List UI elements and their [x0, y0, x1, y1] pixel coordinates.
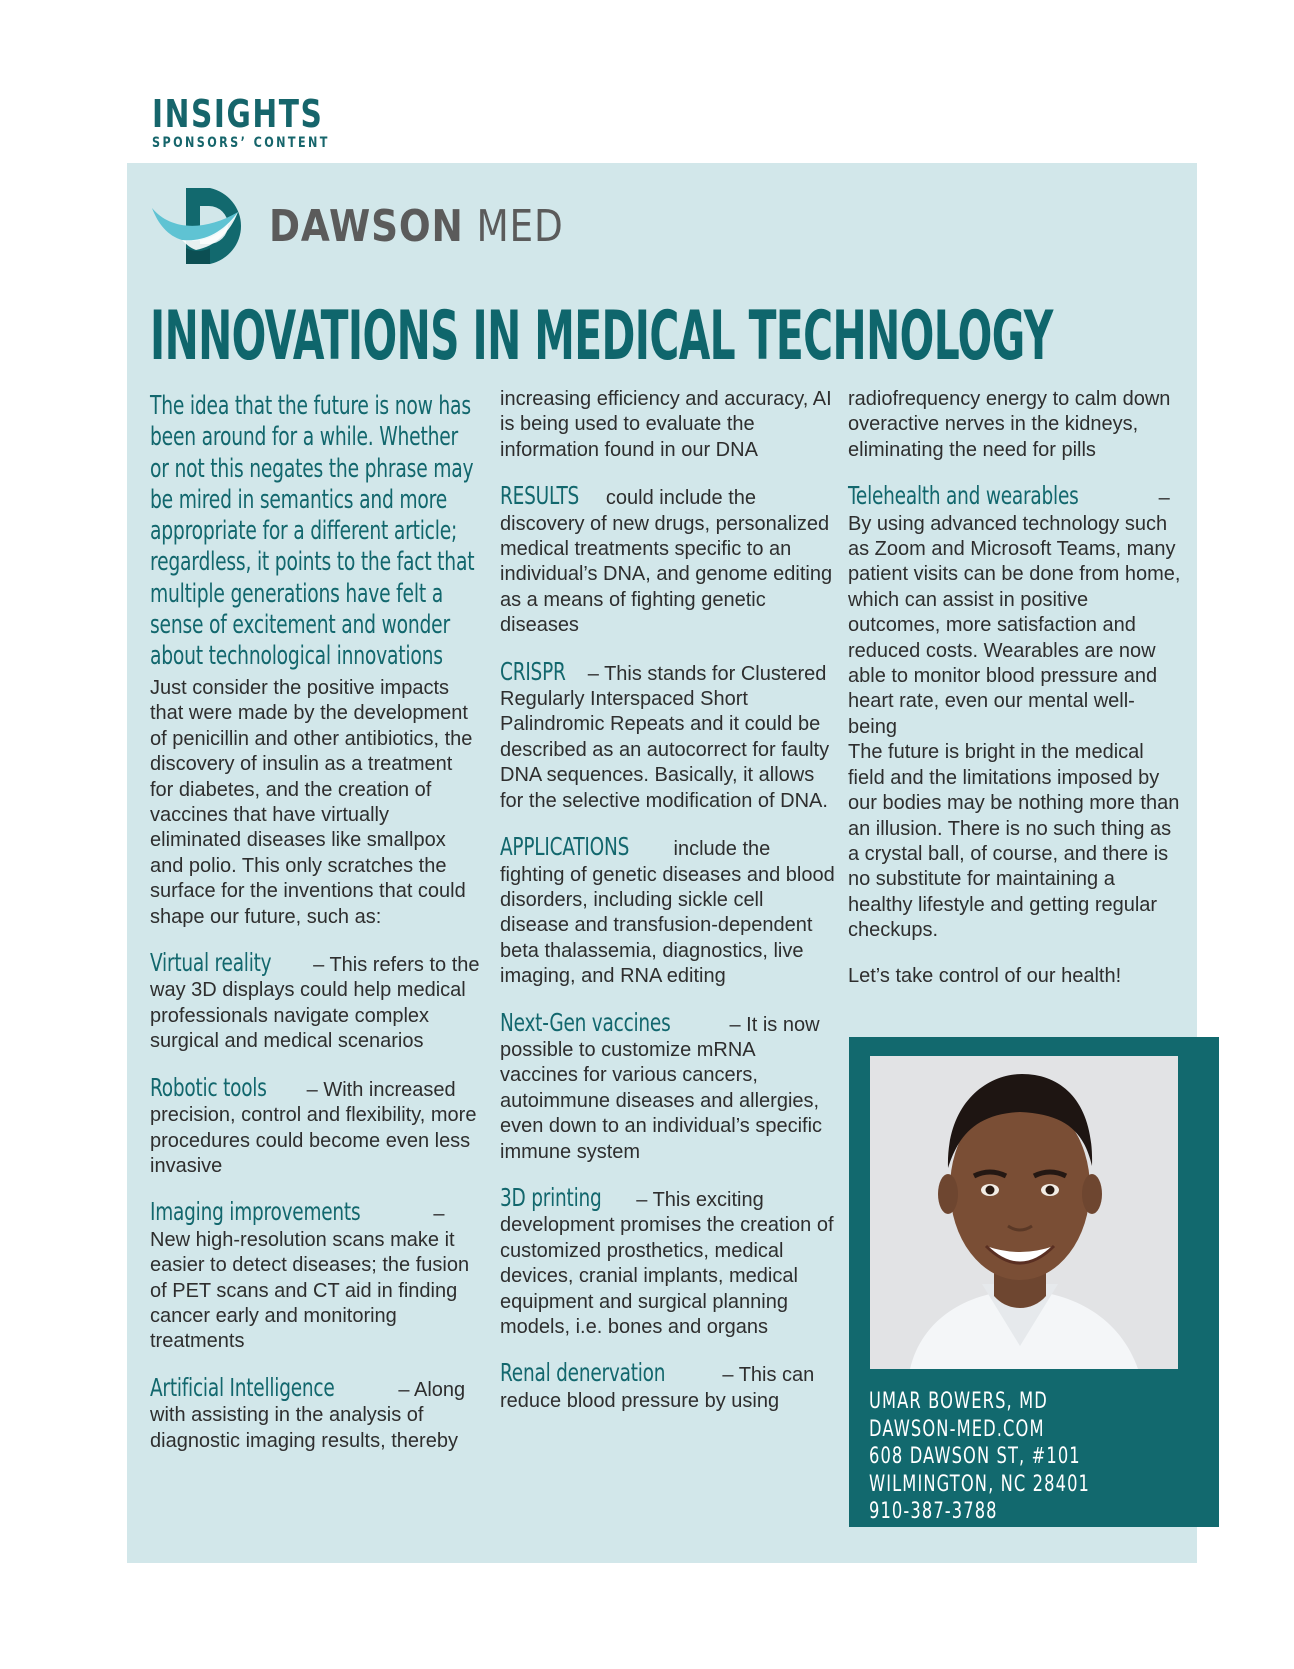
item-text: – This exciting development promises the creation of customized prosthetics, medical devices, cranial implants, medical equipment and surgical planning models, i.e. bones and organs [500, 1188, 834, 1338]
contact-phone[interactable]: 910-387-3788 [869, 1499, 998, 1524]
list-item [500, 1182, 835, 1340]
list-item [500, 1360, 835, 1414]
article-intro: Just consider the positive impacts that were made by the development of penicillin and other antibiotics, the discovery of insulin as a treatment for diabetes, and the creation of vaccines that have virtually eliminated diseases like smallpox and polio. This only scratches the surface for the inventions that could shape our future, such as: [150, 677, 473, 928]
item-text: – Along with assisting in the analysis of diagnostic imaging results, thereby [150, 1378, 466, 1452]
doctor-portrait [870, 1056, 1178, 1369]
list-item [500, 483, 835, 638]
item-term: 3D printing [500, 1182, 602, 1212]
section-subtitle: SPONSORS’ CONTENT [152, 135, 330, 151]
contact-name: UMAR BOWERS, MD [869, 1389, 1048, 1414]
item-text: – This can reduce blood pressure by using [500, 1364, 815, 1412]
item-term: RESULTS [500, 481, 580, 511]
item-term: CRISPR [500, 656, 566, 686]
article-title: INNOVATIONS IN MEDICAL TECHNOLOGY [150, 297, 1053, 376]
item-term: Virtual reality [150, 948, 272, 978]
list-item [150, 950, 480, 1055]
column-3-intro: radiofrequency energy to calm down overactive nerves in the kidneys, eliminating the need for pills [848, 388, 1171, 461]
contact-website[interactable]: DAWSON-MED.COM [869, 1416, 1045, 1442]
contact-address-line2: WILMINGTON, NC 28401 [869, 1471, 1091, 1497]
column-2 [500, 387, 835, 1434]
item-text: – This refers to the way 3D displays could help medical professionals navigate complex surgical and medical scenarios [150, 954, 480, 1053]
item-text: – New high-resolution scans make it easier to detect diseases; the fusion of PET scans and CT aid in finding cancer early and monitoring treatments [150, 1203, 470, 1353]
item-term: Renal denervation [500, 1358, 666, 1388]
article-closing: Let’s take control of our health! [848, 964, 1122, 987]
column-2-intro: increasing efficiency and accuracy, AI is being used to evaluate the information found in our DNA [500, 388, 832, 461]
contact-address-line1: 608 DAWSON ST, #101 [869, 1444, 1081, 1469]
item-text: – By using advanced technology such as Zoom and Microsoft Teams, many patient visits can be done from home, which can assist in positive outcomes, more satisfaction and reduced costs. Wearables are now able to monitor blood pressure and heart rate, even our mental well-being [848, 487, 1181, 738]
list-item [150, 1072, 480, 1180]
list-item [848, 483, 1183, 740]
portrait-illustration [870, 1056, 1178, 1369]
item-term: Imaging improvements [150, 1197, 361, 1227]
list-item [500, 834, 835, 989]
item-text: – With increased precision, control and flexibility, more procedures could become even less invasive [150, 1078, 477, 1177]
article-lead: The idea that the future is now has been around for a while. Whether or not this negates the phrase may be mired in semantics and more appropriate for a different article; regardless, it points to the fact that multiple generations have felt a sense of excitement and wonder about technological innovations [150, 391, 475, 672]
item-term: APPLICATIONS [500, 832, 630, 862]
article-conclusion: The future is bright in the medical field and the limitations imposed by our bodies may be nothing more than an illusion. There is no such thing as a crystal ball, of course, and there is no substitute for maintaining a healthy lifestyle and getting regular checkups. [848, 741, 1180, 942]
contact-info [869, 1388, 1090, 1526]
item-text: include the fighting of genetic diseases and blood disorders, including sickle cell disease and transfusion-dependent beta thalassemia, diagnostics, live imaging, and RNA editing [500, 838, 835, 988]
brand-name: DAWSON MED [269, 200, 564, 252]
item-term: Robotic tools [150, 1072, 267, 1102]
list-item [500, 656, 835, 814]
item-term: Telehealth and wearables [848, 481, 1079, 511]
column-1 [150, 391, 480, 1474]
item-term: Artificial Intelligence [150, 1372, 335, 1402]
section-title: INSIGHTS [152, 92, 324, 136]
item-text: could include the discovery of new drugs, personalized medical treatments specific to an individual’s DNA, and genome editing as a means of fighting genetic diseases [500, 487, 833, 637]
list-item [150, 1199, 480, 1354]
item-text: – This stands for Clustered Regularly Interspaced Short Palindromic Repeats and it could be described as an autocorrect for faulty DNA sequences. Basically, it allows for the selective modification of DNA. [500, 662, 830, 812]
item-term: Next-Gen vaccines [500, 1007, 671, 1037]
section-header [152, 94, 374, 151]
item-text: – It is now possible to customize mRNA vaccines for various cancers, autoimmune diseases and allergies, even down to an individual’s specific immune system [500, 1013, 823, 1163]
list-item [150, 1372, 480, 1454]
column-3 [848, 387, 1183, 1009]
list-item [500, 1007, 835, 1165]
dawson-logo-icon [152, 186, 255, 266]
dawson-med-logo [152, 186, 616, 266]
